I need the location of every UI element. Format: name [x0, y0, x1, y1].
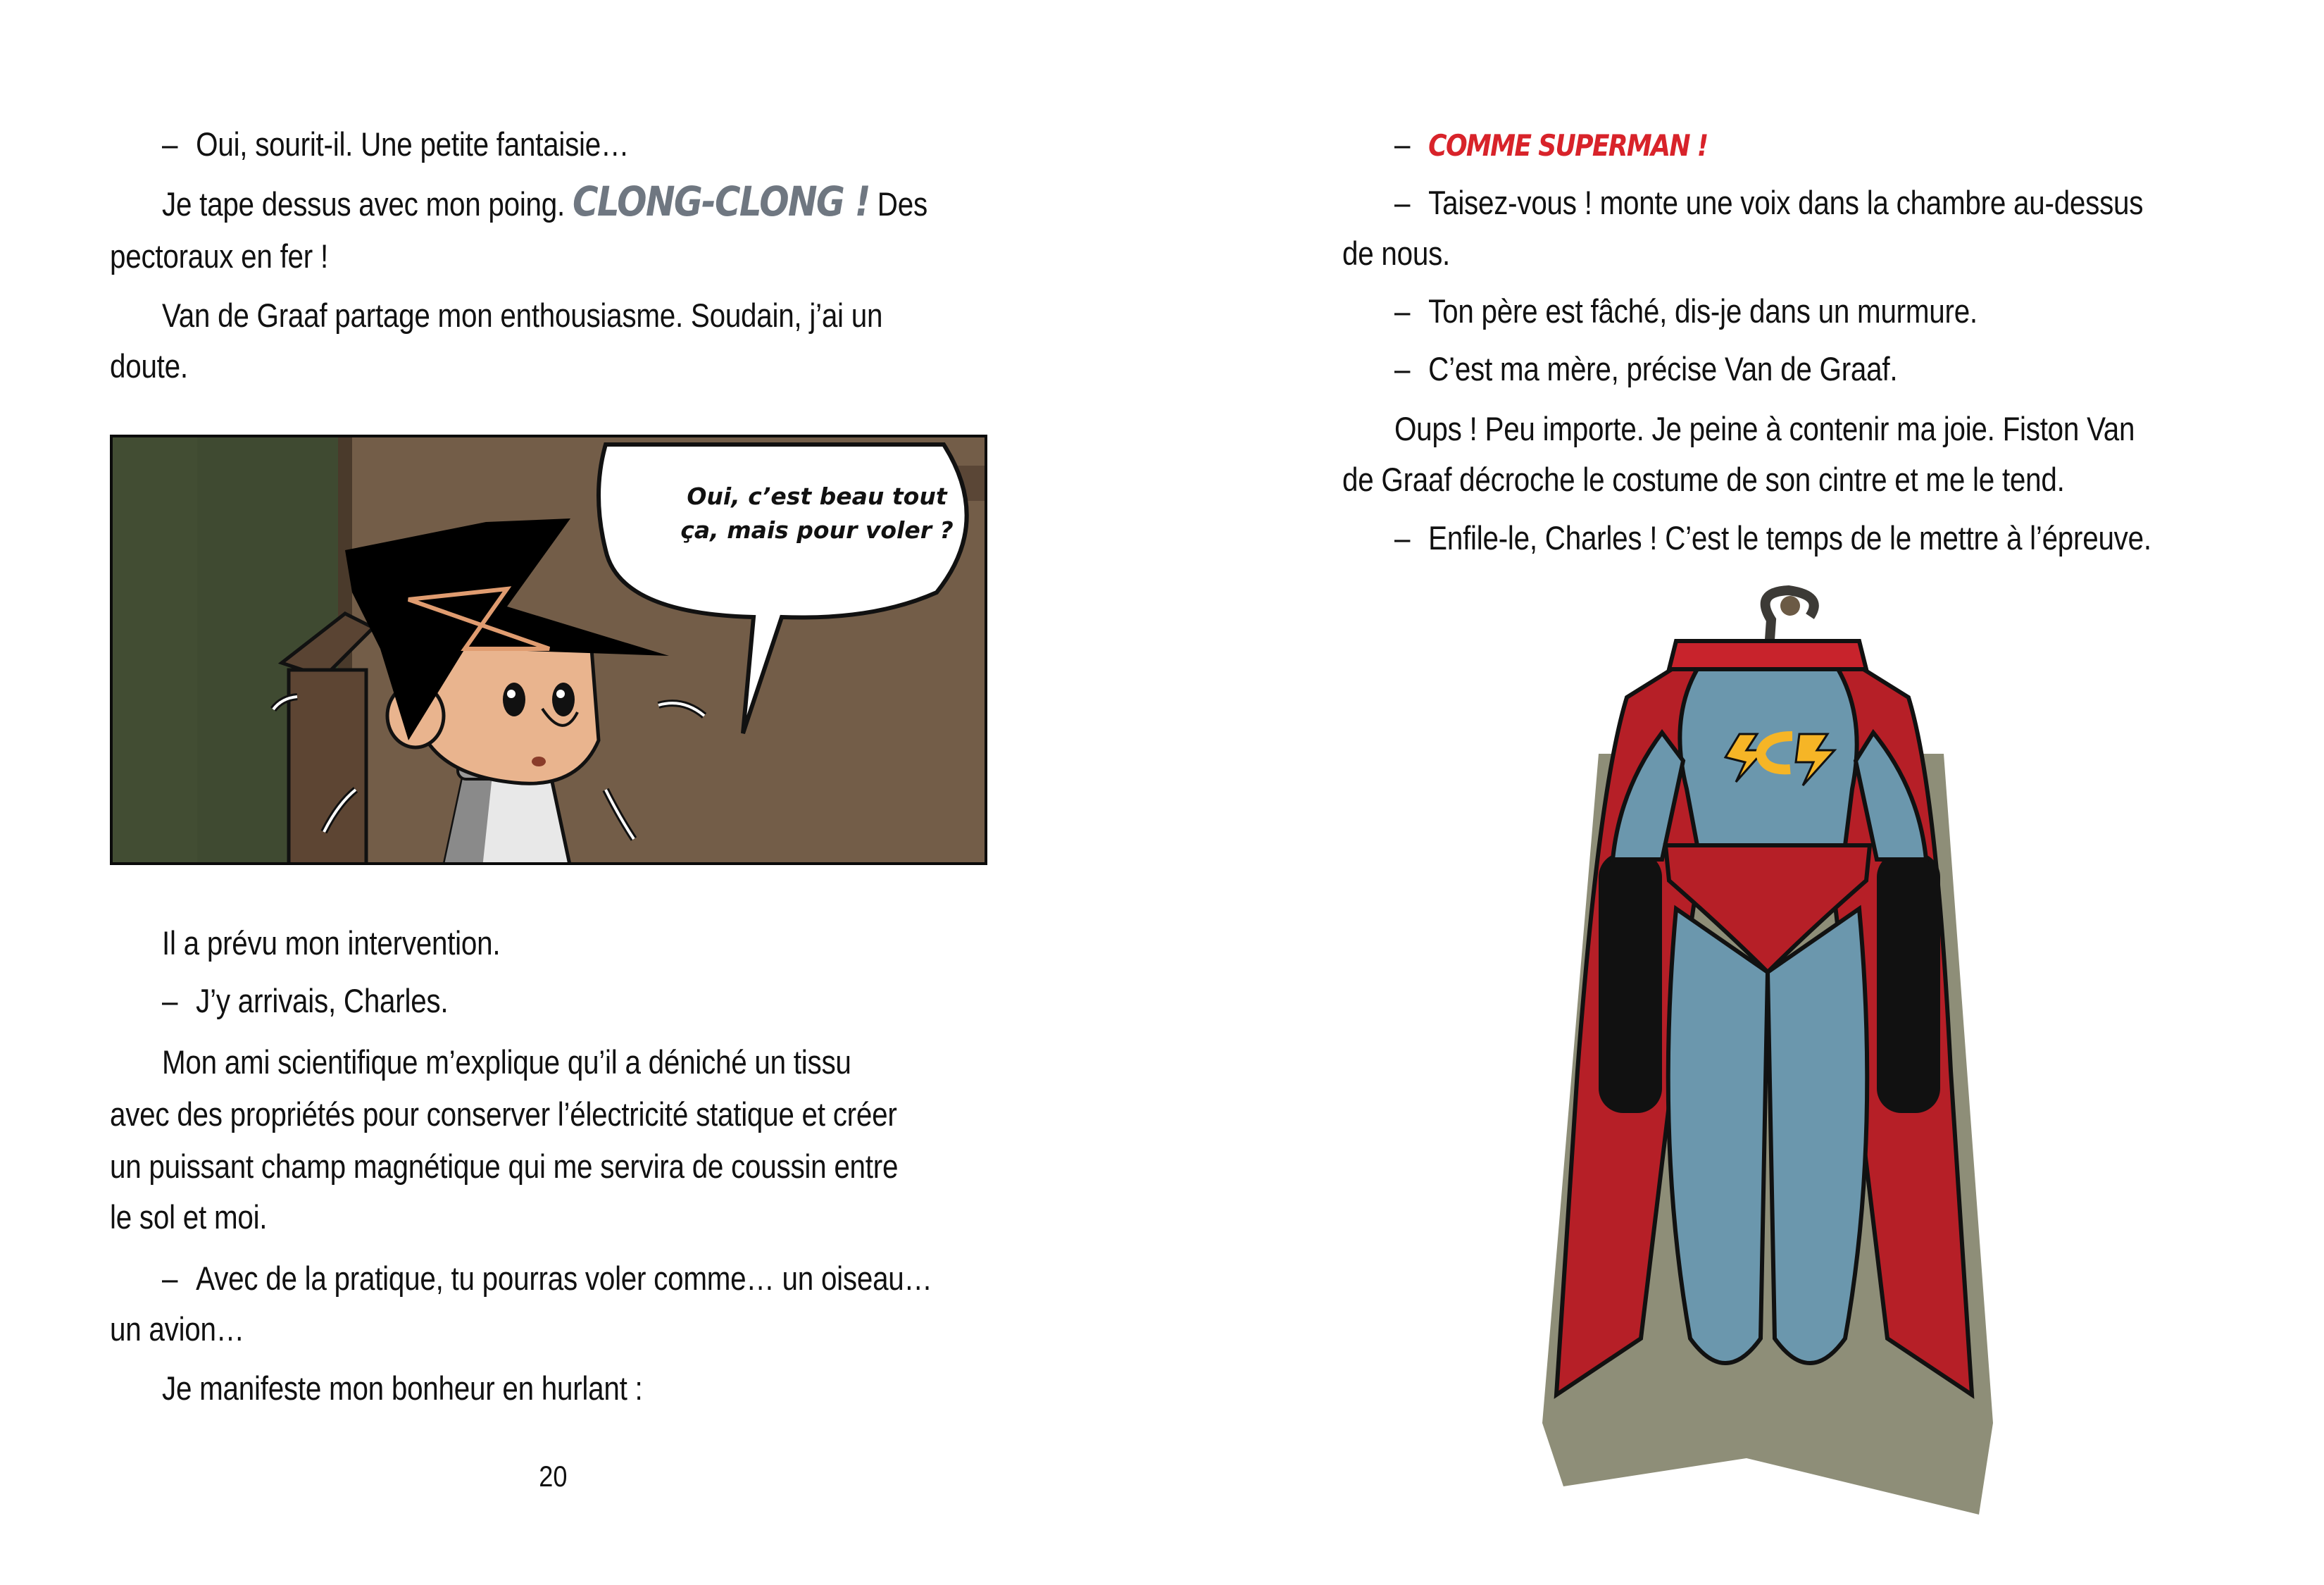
paragraph-line: Je manifeste mon bonheur en hurlant : [162, 1369, 643, 1407]
paragraph-line: Van de Graaf partage mon enthousiasme. Soudain, j’ai un [162, 297, 883, 334]
sound-effect-clong: CLONG-CLONG ! [572, 178, 870, 225]
paragraph-line: – Ton père est fâché, dis-je dans un murmure. [1394, 290, 1978, 332]
paragraph-line: Je tape dessus avec mon poing. CLONG-CLONG ! Des [162, 178, 927, 225]
superhero-costume-illustration [1514, 578, 2021, 1529]
paragraph-line: de Graaf décroche le costume de son cintre et me le tend. [1342, 461, 2065, 498]
paragraph-line: – Enfile-le, Charles ! C’est le temps de le mettre à l’épreuve. [1394, 517, 2151, 559]
paragraph-line: – C’est ma mère, précise Van de Graaf. [1394, 348, 1897, 390]
dialogue-dash: – [162, 1260, 178, 1297]
paragraph-line: avec des propriétés pour conserver l’électricité statique et créer [110, 1095, 897, 1133]
dialogue-dash: – [162, 982, 178, 1019]
paragraph-line: pectoraux en fer ! [110, 237, 328, 275]
paragraph-line [1394, 123, 1707, 167]
paragraph-line: Il a prévu mon intervention. [162, 924, 501, 962]
paragraph-line: le sol et moi. [110, 1198, 268, 1236]
exclamation-comme-superman: COMME SUPERMAN ! [1428, 128, 1708, 163]
paragraph-line: un avion… [110, 1310, 244, 1348]
dialogue-dash: – [1394, 519, 1411, 557]
paragraph-line: – J’y arrivais, Charles. [162, 980, 448, 1022]
dialogue-dash: – [162, 125, 178, 163]
paragraph-line: – Oui, sourit-il. Une petite fantaisie… [162, 123, 629, 166]
speech-bubble: Oui, c’est beau tout ça, mais pour voler ? [680, 483, 954, 544]
costume-on-hanger-icon [1514, 578, 2021, 1529]
paragraph-line: – Taisez-vous ! monte une voix dans la chambre au-dessus [1394, 182, 2143, 224]
dialogue-dash: – [1394, 292, 1411, 330]
comic-panel [110, 435, 987, 865]
dialogue-dash: – [1394, 184, 1411, 221]
dialogue-dash: – [1394, 125, 1411, 163]
page-number: 20 [539, 1460, 568, 1493]
paragraph-line: de nous. [1342, 235, 1451, 272]
paragraph-line: doute. [110, 347, 188, 385]
paragraph-line: Oups ! Peu importe. Je peine à contenir ma joie. Fiston Van [1394, 410, 2135, 447]
paragraph-line: Mon ami scientifique m’explique qu’il a déniché un tissu [162, 1043, 851, 1081]
paragraph-line: – Avec de la pratique, tu pourras voler comme… un oiseau… [162, 1257, 932, 1300]
dialogue-dash: – [1394, 350, 1411, 387]
paragraph-line: un puissant champ magnétique qui me servira de coussin entre [110, 1148, 899, 1185]
